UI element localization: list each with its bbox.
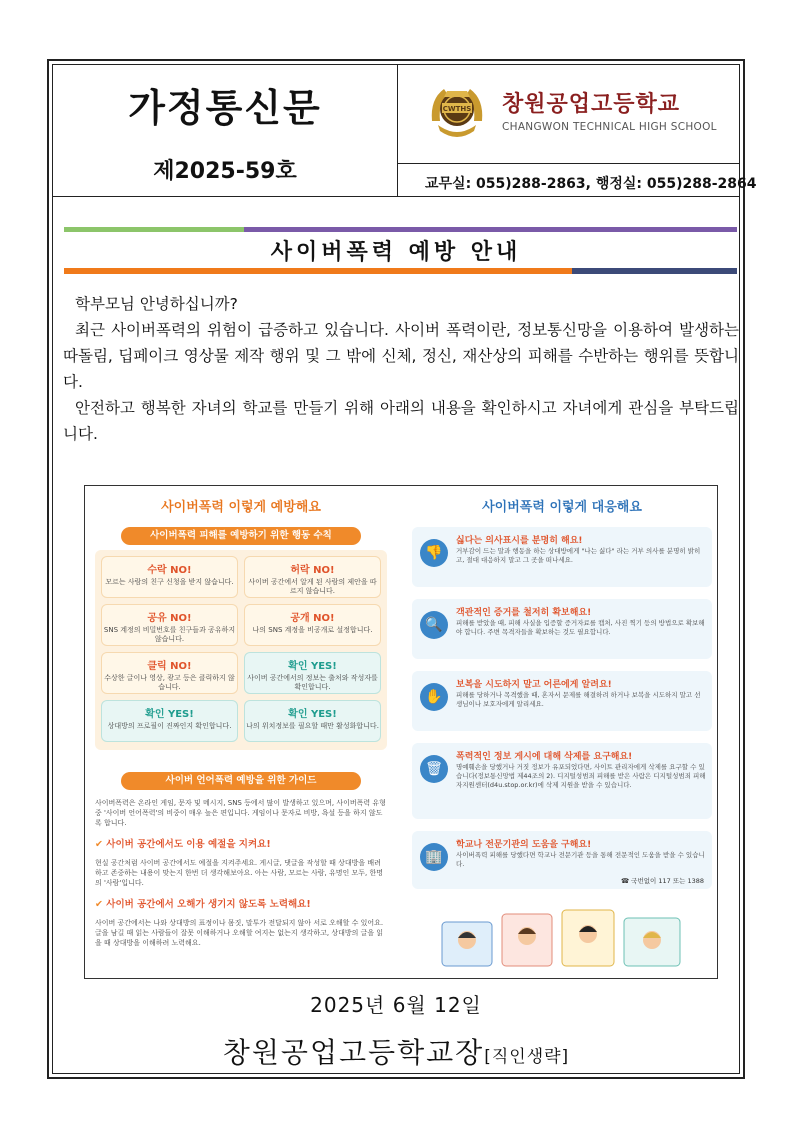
response-title: 사이버폭력 이렇게 대응해요 <box>482 500 642 515</box>
guide-text-misunderstanding: 사이버 공간에서는 나와 상대방의 표정이나 몸짓, 말투가 전달되지 않아 서로 오해할 수 있어요. 글을 남길 때 읽는 사람들이 잘못 이해하거나 오해할 여지는 없는지 생각하고, 상대방의 글을 읽을 때 상대방을 이해하려 노력해요. <box>95 919 384 947</box>
hotline-number: ☎ 국번없이 117 또는 1388 <box>621 877 704 885</box>
document-type-title: 가정통신문 <box>128 86 322 130</box>
notice-title: 사이버폭력 예방 안내 <box>270 240 522 265</box>
response-card <box>412 831 712 889</box>
response-column <box>412 494 712 972</box>
title-band-bottom <box>64 268 737 274</box>
rule-head: 확인 YES! <box>145 709 194 720</box>
guide-heading-etiquette: ✔ 사이버 공간에서도 이용 예절을 지켜요! <box>95 839 271 850</box>
building-icon: 🏢 <box>420 843 448 871</box>
response-card <box>412 671 712 731</box>
contact-info: 교무실: 055)288-2863, 행정실: 055)288-2864 <box>398 163 739 197</box>
logo-lettering: CWTHS <box>442 105 472 113</box>
issue-number: 제2025-59호 <box>153 159 297 184</box>
definition-paragraph: 최근 사이버폭력의 위험이 급증하고 있습니다. 사이버 폭력이란, 정보통신망을 이용하여 발생하는 따돌림, 딥페이크 영상물 제작 행위 및 그 밖에 신체, 정신, 재산상의 피해를 수반하는 행위를 뜻합니다. <box>63 321 739 391</box>
cyberviolence-infographic <box>84 485 718 979</box>
rule-card <box>244 652 381 694</box>
rule-card <box>101 652 238 694</box>
rule-desc: 사이버 공간에서 알게 된 사람의 제안을 따르지 않습니다. <box>248 578 377 595</box>
hand-icon: ✋ <box>420 683 448 711</box>
prevention-title: 사이버폭력 이렇게 예방해요 <box>161 500 321 515</box>
rule-card <box>244 604 381 646</box>
response-head: 학교나 전문기관의 도움을 구해요! <box>456 840 592 850</box>
rule-desc: 나의 위치정보를 필요할 때만 활성화합니다. <box>246 722 379 730</box>
trash-icon: 🗑 <box>420 755 448 783</box>
rule-card <box>101 556 238 598</box>
signer-name: 창원공업고등학교장 <box>222 1036 485 1069</box>
school-logo-icon <box>424 77 490 143</box>
rule-head: 수락 NO! <box>147 565 192 576</box>
response-card <box>412 743 712 819</box>
response-head: 객관적인 증거를 철저히 확보해요! <box>456 608 592 618</box>
response-text: 피해를 받았을 때, 피해 사실을 입증할 증거자료를 캡처, 사진 찍기 등의 방법으로 확보해야 합니다. 주변 목격자들을 확보하는 것도 필요합니다. <box>456 619 705 636</box>
guide-heading-misunderstanding: ✔ 사이버 공간에서 오해가 생기지 않도록 노력해요! <box>95 899 311 910</box>
response-head: 폭력적인 정보 게시에 대해 삭제를 요구해요! <box>456 752 633 762</box>
rule-head: 허락 NO! <box>290 565 335 576</box>
principal-signature <box>53 1031 739 1071</box>
rule-head: 클릭 NO! <box>147 661 192 672</box>
response-text: 피해를 당하거나 목격했을 때, 혼자서 문제를 해결하려 하거나 보복을 시도하지 말고 선생님이나 보호자에게 알리세요. <box>456 691 701 708</box>
rule-head: 공유 NO! <box>147 613 192 624</box>
school-name-korean: 창원공업고등학교 <box>502 92 681 117</box>
rule-desc: 상대방의 프로필이 진짜인지 확인합니다. <box>107 722 232 730</box>
rules-title: 사이버폭력 피해를 예방하기 위한 행동 수칙 <box>121 527 361 545</box>
rule-desc: 사이버 공간에서의 정보는 출처와 작성자를 확인합니다. <box>247 674 378 691</box>
check-icon: ✔ <box>95 899 107 910</box>
magnifier-icon: 🔍 <box>420 611 448 639</box>
rule-card <box>244 556 381 598</box>
rule-card <box>244 700 381 742</box>
check-icon: ✔ <box>95 839 107 850</box>
rule-head: 확인 YES! <box>288 709 337 720</box>
rule-card <box>101 604 238 646</box>
rule-desc: SNS 계정의 비밀번호를 친구들과 공유하지 않습니다. <box>103 626 236 643</box>
notice-inner-frame <box>52 64 757 1074</box>
title-band-top <box>64 227 737 232</box>
seal-omitted-note: [직인생략] <box>484 1047 570 1067</box>
header-title-cell <box>53 65 398 197</box>
response-head: 보복을 시도하지 말고 어른에게 알려요! <box>456 680 612 690</box>
rule-desc: 나의 SNS 계정을 비공개로 설정합니다. <box>252 626 373 634</box>
issue-date: 2025년 6월 12일 <box>310 993 482 1017</box>
school-name-english: CHANGWON TECHNICAL HIGH SCHOOL <box>502 121 717 133</box>
rules-grid <box>95 550 387 750</box>
response-text: 거부감이 드는 말과 행동을 하는 상대방에게 "나는 싫다" 라는 거부 의사를 분명히 밝히고, 절대 대응하지 말고 그 곳을 떠나세요. <box>456 547 701 564</box>
response-head: 싫다는 의사표시를 분명히 해요! <box>456 536 583 546</box>
rule-card <box>101 700 238 742</box>
response-text: 사이버폭력 피해를 당했다면 학교나 전문기관 등을 통해 전문적인 도움을 받을 수 있습니다. <box>456 851 705 868</box>
guide-intro: 사이버폭력은 온라인 게임, 문자 및 메시지, SNS 등에서 많이 발생하고 있으며, 사이버폭력 유형 중 '사이버 언어폭력'의 비중이 매우 높은 편입니다. 게임이나 문자로 비방, 욕설 등을 하지 않도록 합니다. <box>95 799 386 827</box>
notice-frame <box>47 59 757 1079</box>
rule-desc: 수상한 글이나 영상, 광고 등은 클릭하지 않습니다. <box>104 674 235 691</box>
people-illustration <box>432 908 692 968</box>
rule-desc: 모르는 사람의 친구 신청을 받지 않습니다. <box>105 578 234 586</box>
response-card <box>412 599 712 659</box>
rule-head: 확인 YES! <box>288 661 337 672</box>
rule-head: 공개 NO! <box>290 613 335 624</box>
greeting-paragraph: 학부모님 안녕하십니까? <box>75 295 238 313</box>
prevention-column <box>95 494 387 972</box>
thumbs-down-icon: 👎 <box>420 539 448 567</box>
response-text: 명예훼손을 당했거나 거짓 정보가 유포되었다면, 사이트 관리자에게 삭제를 요구할 수 있습니다(정보통신망법 제44조의 2). 디지털성범죄 피해를 받은 사람은 디지털성범죄 피해자지원센터(d4u.stop.or.kr)에 삭제 지원을 받을 수 있습니다. <box>456 763 706 789</box>
header-school-cell <box>398 65 757 197</box>
guide-text-etiquette: 현실 공간처럼 사이버 공간에서도 예절을 지켜주세요. 게시글, 댓글을 작성할 때 상대방을 배려하고 존중하는 내용이 맞는지 한번 더 생각해보아요. 아는 사람, 모르는 사람, 유명인 모두, 한명의 '사람'입니다. <box>95 859 384 887</box>
request-paragraph: 안전하고 행복한 자녀의 학교를 만들기 위해 아래의 내용을 확인하시고 자녀에게 관심을 부탁드립니다. <box>63 399 739 443</box>
guide-title: 사이버 언어폭력 예방을 위한 가이드 <box>121 772 361 790</box>
notice-body <box>63 291 739 447</box>
response-card <box>412 527 712 587</box>
